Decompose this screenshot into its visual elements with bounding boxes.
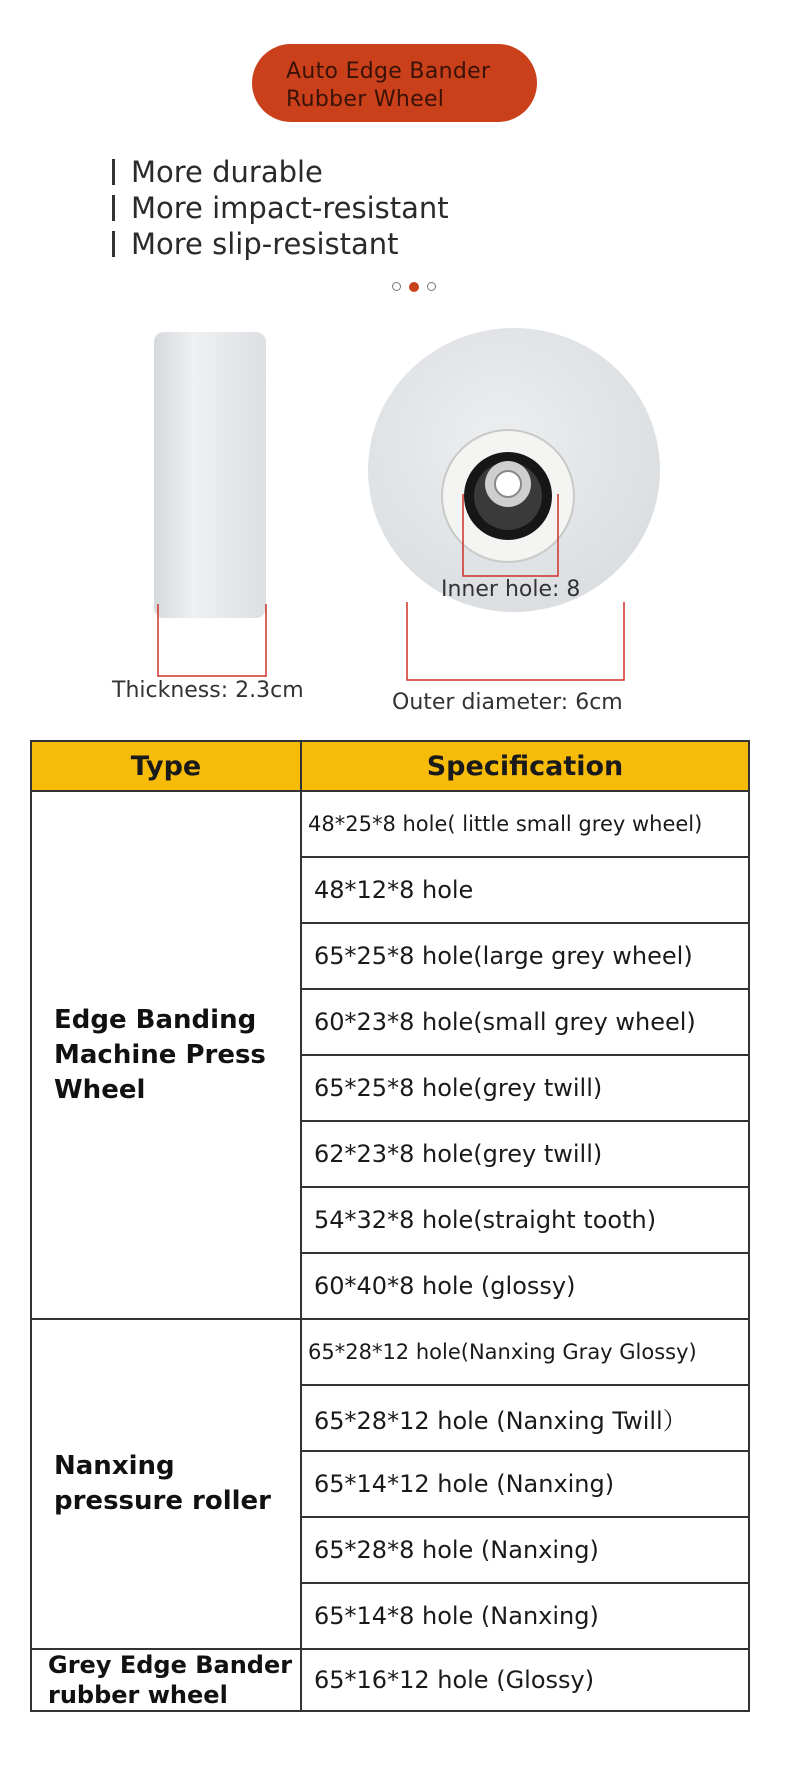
bullet-bar xyxy=(112,231,115,257)
type-cell: Edge Banding Machine Press Wheel xyxy=(31,791,301,1319)
wheel-side-view xyxy=(154,332,266,618)
title-line-1: Auto Edge Bander xyxy=(286,59,491,84)
feature-item xyxy=(112,190,449,226)
spec-cell: 65*14*8 hole (Nanxing) xyxy=(301,1583,749,1649)
carousel-dot[interactable] xyxy=(409,282,419,292)
table-header-row xyxy=(31,741,749,791)
title-line-2: Rubber Wheel xyxy=(286,87,445,112)
feature-list xyxy=(112,154,449,262)
type-column-header: Type xyxy=(31,741,301,791)
spec-cell: 65*28*8 hole (Nanxing) xyxy=(301,1517,749,1583)
spec-cell: 65*28*12 hole (Nanxing Twill） xyxy=(301,1385,749,1451)
outer-diameter-dimension-line xyxy=(407,602,624,680)
spec-cell: 54*32*8 hole(straight tooth) xyxy=(301,1187,749,1253)
spec-cell: 60*40*8 hole (glossy) xyxy=(301,1253,749,1319)
table-row xyxy=(31,791,749,857)
spec-cell: 48*12*8 hole xyxy=(301,857,749,923)
table-row xyxy=(31,1319,749,1385)
feature-text: More slip-resistant xyxy=(131,227,399,261)
spec-cell: 65*25*8 hole(grey twill) xyxy=(301,1055,749,1121)
spec-column-header: Specification xyxy=(301,741,749,791)
outer-diameter-label: Outer diameter: 6cm xyxy=(392,690,623,715)
spec-cell: 60*23*8 hole(small grey wheel) xyxy=(301,989,749,1055)
carousel-dot[interactable] xyxy=(392,282,401,291)
type-cell: Nanxing pressure roller xyxy=(31,1319,301,1649)
spec-cell: 48*25*8 hole( little small grey wheel) xyxy=(301,791,749,857)
wheel-front-view xyxy=(368,328,660,612)
bullet-bar xyxy=(112,159,115,185)
feature-item xyxy=(112,154,449,190)
spec-table xyxy=(30,740,750,1712)
table-row xyxy=(31,1649,749,1711)
feature-item xyxy=(112,226,449,262)
type-cell: Grey Edge Bander rubber wheel xyxy=(31,1649,301,1711)
feature-text: More impact-resistant xyxy=(131,191,449,225)
spec-cell: 62*23*8 hole(grey twill) xyxy=(301,1121,749,1187)
bullet-bar xyxy=(112,195,115,221)
spec-cell: 65*28*12 hole(Nanxing Gray Glossy) xyxy=(301,1319,749,1385)
wheel-photo xyxy=(0,320,790,730)
spec-cell: 65*16*12 hole (Glossy) xyxy=(301,1649,749,1711)
spec-cell: 65*14*12 hole (Nanxing) xyxy=(301,1451,749,1517)
spec-cell: 65*25*8 hole(large grey wheel) xyxy=(301,923,749,989)
thickness-label: Thickness: 2.3cm xyxy=(112,678,304,703)
carousel-dot[interactable] xyxy=(427,282,436,291)
title-badge xyxy=(252,44,537,122)
inner-hole-label: Inner hole: 8 xyxy=(441,577,581,602)
feature-text: More durable xyxy=(131,155,323,189)
carousel-dots xyxy=(392,282,436,292)
